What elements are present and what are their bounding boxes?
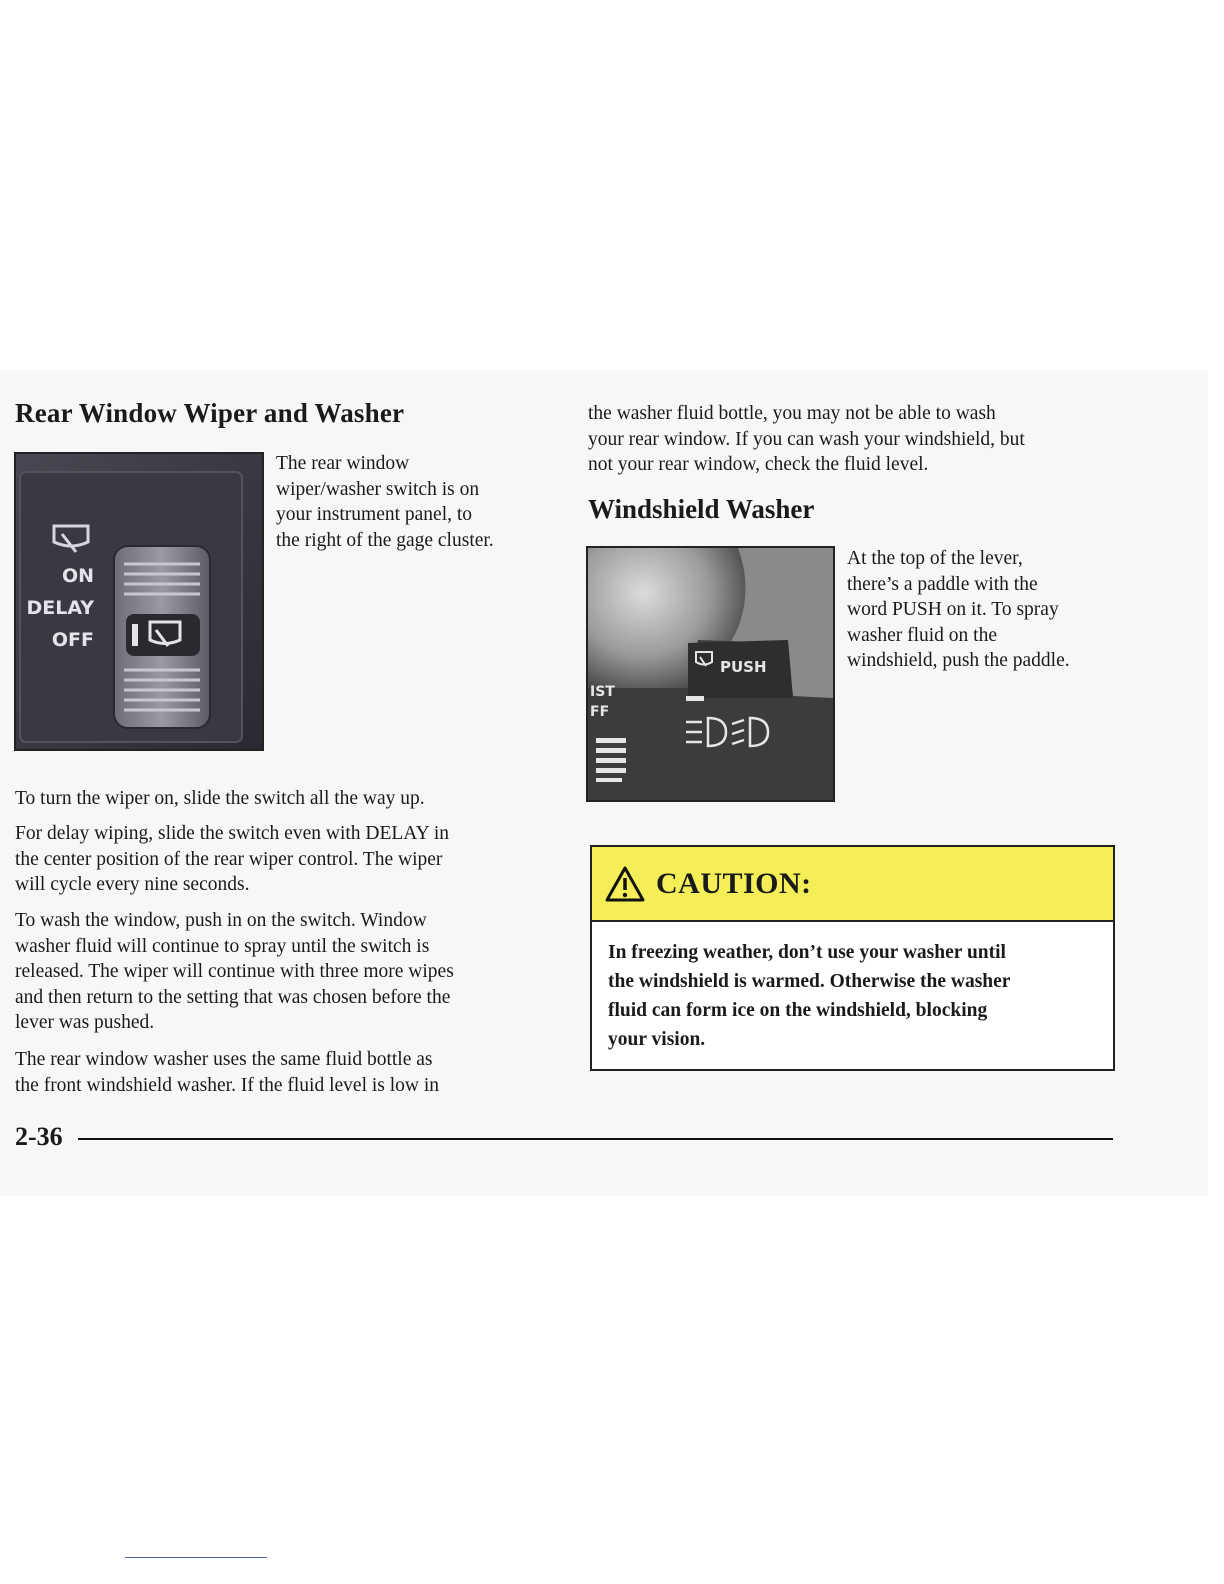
lever-label-mist: IST — [590, 684, 615, 700]
caution-title: CAUTION: — [656, 866, 812, 900]
lever-label-off: FF — [590, 704, 610, 720]
bottom-rule — [125, 1557, 267, 1558]
paragraph-fluid-bottle: The rear window washer uses the same fluid bottle as the front windshield washer. If the fluid level is low in — [15, 1049, 440, 1096]
warning-triangle-icon — [604, 865, 646, 903]
caution-box — [590, 845, 1115, 1071]
lever-label-push: PUSH — [720, 658, 767, 676]
paragraph-turn-on: To turn the wiper on, slide the switch all the way up. — [15, 788, 425, 809]
section-heading-windshield-washer: Windshield Washer — [588, 494, 815, 524]
caution-header — [592, 847, 1113, 922]
section-heading-rear-wiper: Rear Window Wiper and Washer — [15, 398, 405, 428]
rear-wiper-intro: The rear window wiper/washer switch is on your instrument panel, to the right of the gage cluster. — [276, 453, 494, 551]
switch-label-off: OFF — [51, 629, 94, 651]
switch-label-on: ON — [61, 565, 94, 587]
paragraph-delay: For delay wiping, slide the switch even with DELAY in the center position of the rear wiper control. The wiper will cycle every nine seconds. — [15, 823, 449, 895]
caution-body: In freezing weather, don’t use your washer until the windshield is warmed. Otherwise the washer fluid can form ice on the windshield, blocking your vision. — [608, 942, 1011, 1050]
windshield-washer-intro: At the top of the lever, there’s a paddle with the word PUSH on it. To spray washer fluid on the windshield, push the paddle. — [847, 548, 1070, 671]
fluid-bottle-continuation: the washer fluid bottle, you may not be able to wash your rear window. If you can wash your windshield, but not your rear window, check the fluid level. — [588, 403, 1025, 475]
windshield-washer-lever-photo — [586, 546, 835, 802]
footer-rule — [78, 1138, 1113, 1140]
switch-label-delay: DELAY — [26, 597, 94, 619]
rear-wiper-switch-photo — [14, 452, 264, 751]
page-number: 2-36 — [15, 1122, 63, 1151]
paragraph-wash: To wash the window, push in on the switch. Window washer fluid will continue to spray until the switch is released. The wiper will continue with three more wipes and then return to the setting that was chosen before the lever was pushed. — [15, 910, 454, 1033]
